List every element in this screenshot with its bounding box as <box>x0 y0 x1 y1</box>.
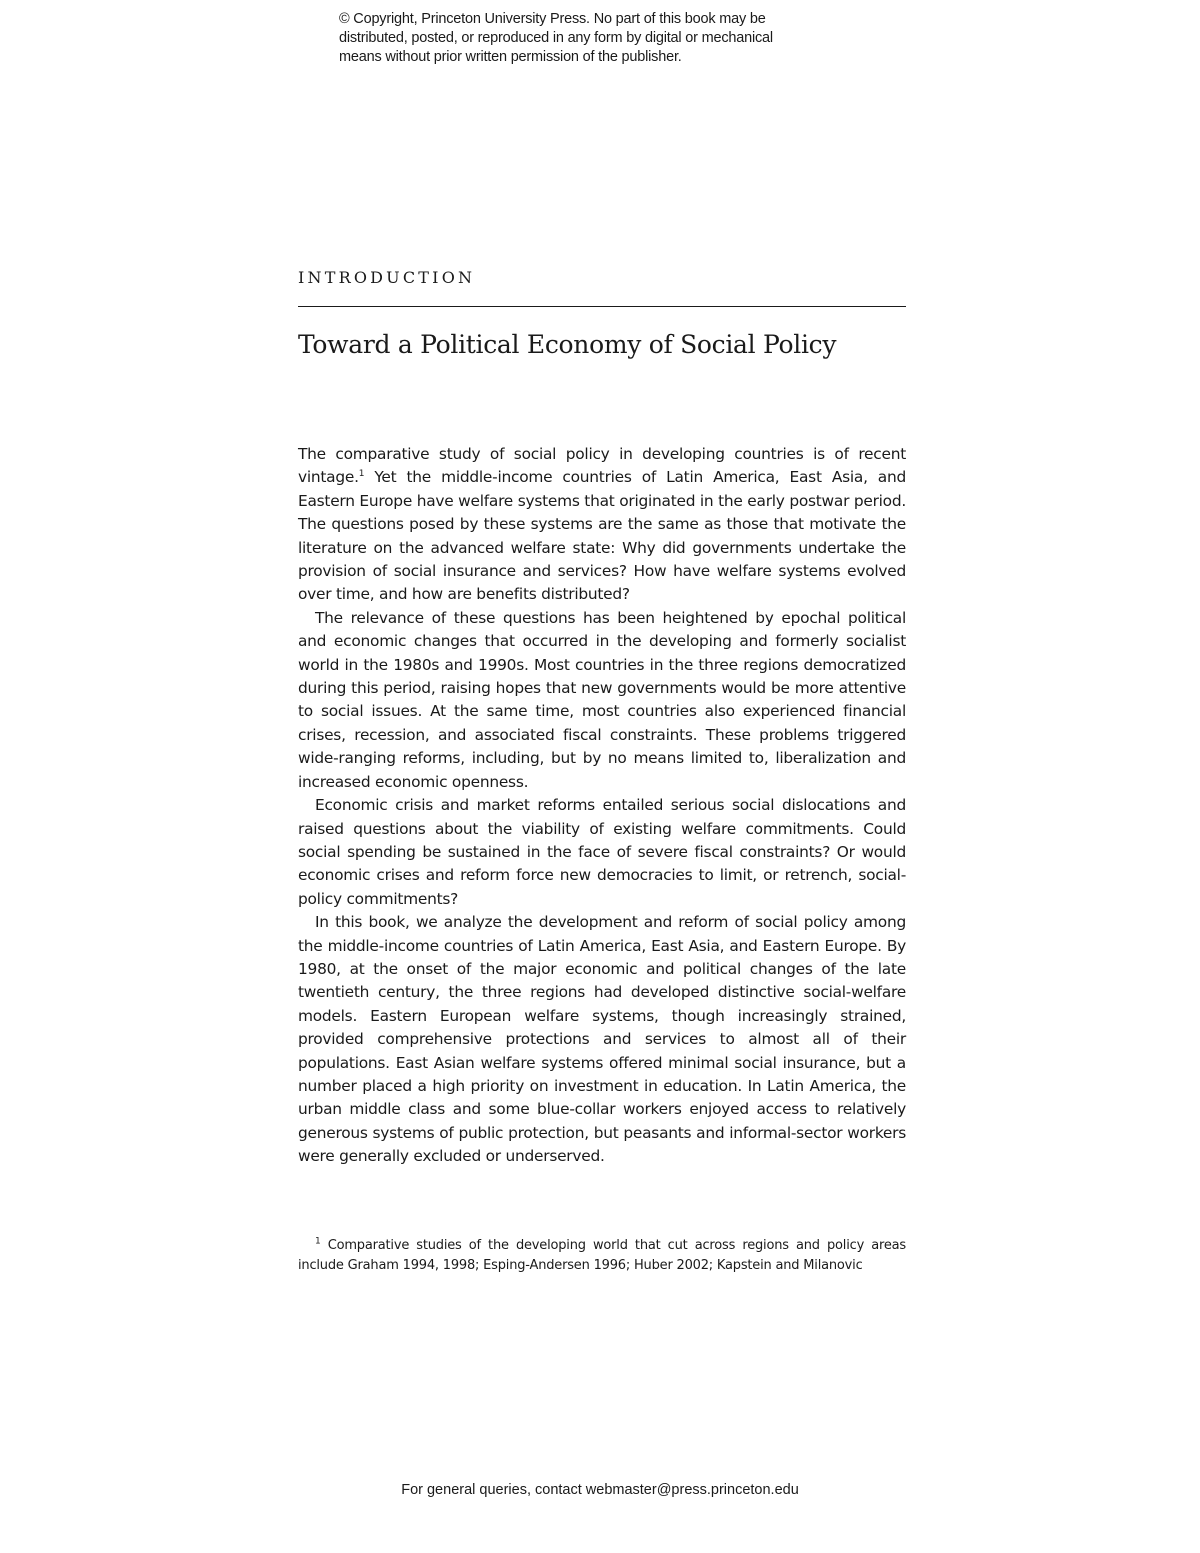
footnote-text: Comparative studies of the developing world that cut across regions and policy areas include Graham 1994, 1998; Esping-Andersen 1996; Huber 2002; Kapstein and Milanovic <box>298 1238 906 1273</box>
paragraph-4: In this book, we analyze the development and reform of social policy among the middle-income countries of Latin America, East Asia, and Eastern Europe. By 1980, at the onset of the major economic and political changes of the late twentieth century, the three regions had developed distinctive social-welfare models. Eastern European welfare systems, though increasingly strained, provided comprehensive protections and services to almost all of their populations. East Asian welfare systems offered minimal social insurance, but a number placed a high priority on investment in education. In Latin America, the urban middle class and some blue-collar workers enjoyed access to relatively generous systems of public protection, but peasants and informal-sector workers were generally excluded or underserved. <box>298 913 906 1166</box>
page-footer: For general queries, contact webmaster@press.princeton.edu <box>401 1482 799 1498</box>
footnote <box>298 1236 906 1276</box>
copyright-line: means without prior written permission of the publisher. <box>339 49 682 65</box>
paragraph-2: The relevance of these questions has been heightened by epochal political and economic changes that occurred in the developing and formerly socialist world in the 1980s and 1990s. Most countries in the three regions democratized during this period, raising hopes that new governments would be more attentive to social issues. At the same time, most countries also experienced financial crises, recession, and associated fiscal constraints. These problems triggered wide-ranging reforms, including, but by no means limited to, liberalization and increased economic openness. <box>298 608 906 791</box>
footnote-marker: 1 <box>315 1236 321 1247</box>
copyright-line: distributed, posted, or reproduced in any form by digital or mechanical <box>339 30 773 46</box>
copyright-line: © Copyright, Princeton University Press. No part of this book may be <box>339 11 766 27</box>
paragraph-1-part-b: Yet the middle-income countries of Latin America, East Asia, and Eastern Europe have welfare systems that originated in the early postwar period. The questions posed by these systems are the same as those that motivate the literature on the advanced welfare state: Why did governments undertake the provision of social insurance and services? How have welfare systems evolved over time, and how are benefits distributed? <box>298 468 906 604</box>
paragraph-1 <box>298 443 906 607</box>
body-text <box>298 443 906 1169</box>
paragraph-3: Economic crisis and market reforms entailed serious social dislocations and raised questions about the viability of existing welfare commitments. Could social spending be sustained in the face of severe fiscal constraints? Or would economic crises and reform force new democracies to limit, or retrench, social-policy commitments? <box>298 796 906 908</box>
chapter-label: INTRODUCTION <box>298 268 476 287</box>
chapter-title: Toward a Political Economy of Social Policy <box>298 330 837 359</box>
copyright-notice <box>339 10 859 67</box>
title-rule <box>298 306 906 307</box>
paragraph-1-part-a: The comparative study of social policy in developing countries is of recent vintage. <box>298 445 906 487</box>
footnote-reference[interactable]: 1 <box>358 469 365 480</box>
